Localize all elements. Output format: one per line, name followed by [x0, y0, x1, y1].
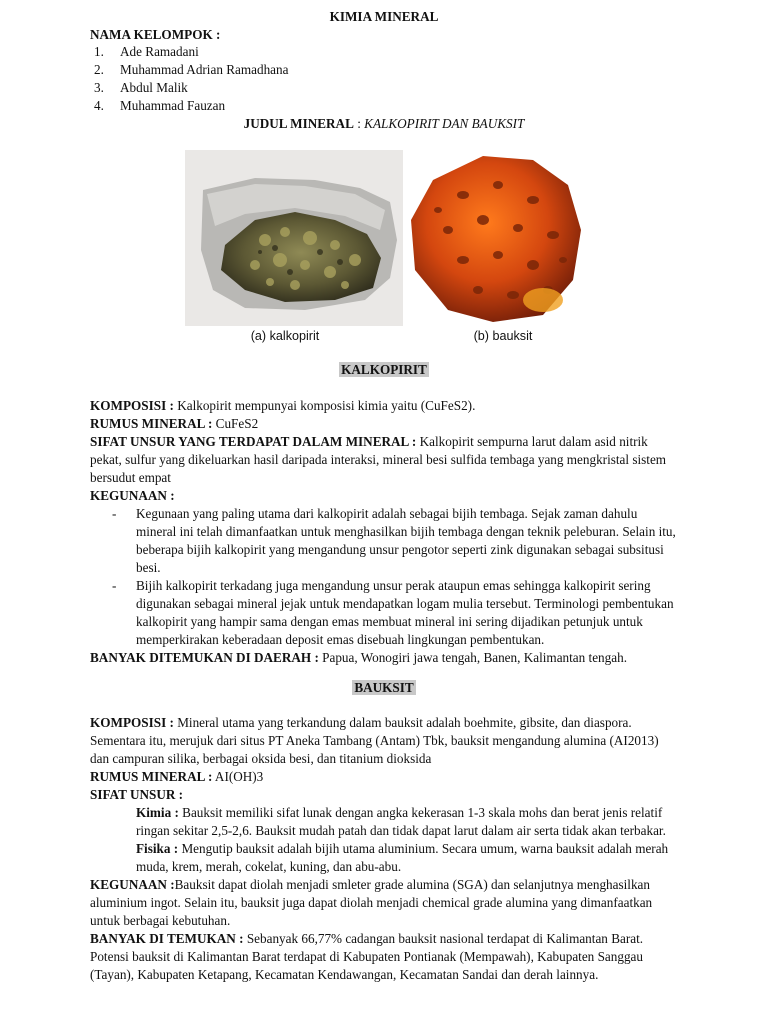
dash-bullet: - — [112, 578, 117, 593]
rumus-label: RUMUS MINERAL : — [90, 769, 213, 784]
mineral-title-value: KALKOPIRIT DAN BAUKSIT — [364, 116, 525, 131]
kegunaan-paragraph — [90, 876, 680, 930]
daerah-text: Papua, Wonogiri jawa tengah, Banen, Kalimantan tengah. — [318, 650, 627, 665]
list-item — [90, 577, 680, 649]
daerah-label: BANYAK DITEMUKAN DI DAERAH : — [90, 650, 319, 665]
kalkopirit-image — [185, 150, 403, 326]
kimia-label: Kimia : — [136, 805, 179, 820]
member-name: Muhammad Adrian Ramadhana — [120, 62, 289, 77]
list-item — [90, 505, 680, 577]
dash-bullet: - — [112, 506, 117, 521]
section-heading-text: KALKOPIRIT — [341, 362, 427, 377]
member-name: Abdul Malik — [120, 80, 188, 95]
section-heading-kalkopirit — [0, 361, 768, 379]
member-number: 3. — [94, 80, 104, 95]
bauksit-image — [403, 150, 585, 326]
kalkopirit-body — [90, 397, 680, 667]
rumus-paragraph — [90, 768, 680, 786]
fisika-paragraph — [90, 840, 680, 876]
rumus-label: RUMUS MINERAL : — [90, 416, 213, 431]
komposisi-text: Kalkopirit mempunyai komposisi kimia yaitu (CuFeS2). — [173, 398, 476, 413]
member-name: Ade Ramadani — [120, 44, 199, 59]
member-number: 1. — [94, 44, 104, 59]
fisika-label: Fisika : — [136, 841, 179, 856]
komposisi-paragraph — [90, 397, 680, 415]
komposisi-label: KOMPOSISI : — [90, 715, 174, 730]
kimia-paragraph — [90, 804, 680, 840]
rumus-paragraph — [90, 415, 680, 433]
mineral-title-sep: : — [353, 116, 365, 131]
fisika-text: Mengutip bauksit adalah bijih utama aluminium. Secara umum, warna bauksit adalah merah muda, krem, merah, cokelat, kuning, dan abu-abu. — [136, 841, 669, 874]
kegunaan-text: Bauksit dapat diolah menjadi smleter grade alumina (SGA) dan selanjutnya menghasilkan aluminium ingot. Selain itu, bauksit juga dapat diolah menjadi chemical grade alumina yang dimanfaatkan untuk berbagai kebutuhan. — [90, 877, 653, 928]
doc-title: KIMIA MINERAL — [329, 9, 439, 24]
kegunaan-item-text: Bijih kalkopirit terkadang juga mengandung unsur perak ataupun emas sehingga kalkopirit sering digunakan sebagai mineral jejak untuk mendapatkan logam mulia tersebut. Terminologi pembentukan kalkopirit yang hampir sama dengan emas membuat mineral ini sering dijadikan petunjuk untuk memperkirakan keberadaan deposit emas disebuah lingkungan pembentukan. — [136, 578, 674, 647]
daerah-label: BANYAK DI TEMUKAN : — [90, 931, 244, 946]
kegunaan-item-text: Kegunaan yang paling utama dari kalkopirit adalah sebagai bijih tembaga. Sejak zaman dahulu mineral ini telah dimanfaatkan untuk menghasilkan bijih tembaga dengan teknik peleburan. Selain itu, beberapa bijih kalkopirit yang mengandung unsur pengotor seperti zink digunakan sebagai subsitusi besi. — [136, 506, 676, 575]
mineral-title — [0, 115, 768, 133]
member-list — [90, 43, 288, 115]
bauksit-body — [90, 714, 680, 984]
caption-b: (b) bauksit — [473, 329, 533, 343]
daerah-paragraph — [90, 930, 680, 984]
list-item — [90, 79, 288, 97]
rumus-text: AI(OH)3 — [212, 769, 264, 784]
sifat-label: SIFAT UNSUR : — [90, 787, 184, 802]
member-name: Muhammad Fauzan — [120, 98, 226, 113]
list-item — [90, 43, 288, 61]
kegunaan-label: KEGUNAAN : — [90, 877, 175, 892]
list-item — [90, 61, 288, 79]
section-heading-text: BAUKSIT — [354, 680, 414, 695]
sifat-heading — [90, 786, 680, 804]
member-number: 2. — [94, 62, 104, 77]
kegunaan-label: KEGUNAAN : — [90, 488, 175, 503]
komposisi-text: Mineral utama yang terkandung dalam bauksit adalah boehmite, gibsite, dan diaspora. Sementara itu, merujuk dari situs PT Aneka Tambang (Antam) Tbk, bauksit mengandung alumina (AI2013) dan campuran silika, berbagai oksida besi, dan titanium dioksida — [90, 715, 659, 766]
section-heading-bauksit — [0, 679, 768, 697]
mineral-title-label: JUDUL MINERAL — [243, 116, 354, 131]
daerah-text: Sebanyak 66,77% cadangan bauksit nasional terdapat di Kalimantan Barat. Potensi bauksit di Kalimantan Barat terdapat di Kabupaten Pontianak (Mempawah), Kabupaten Sanggau (Tayan), Kabupaten Ketapang, Kecamatan Kendawangan, Kecamatan Sandai dan derah lainnya. — [90, 931, 644, 982]
komposisi-label: KOMPOSISI : — [90, 398, 174, 413]
member-number: 4. — [94, 98, 104, 113]
sifat-text: Kalkopirit sempurna larut dalam asid nitrik pekat, sulfur yang dikeluarkan hasil daripada interaksi, mineral besi sulfida tembaga yang mengkristal sistem bersudut empat — [90, 434, 667, 485]
kimia-text: Bauksit memiliki sifat lunak dengan angka kekerasan 1-3 skala mohs dan berat jenis relatif ringan sekitar 2,5-2,6. Bauksit mudah patah dan tidak dapat larut dalam air serta tidak akan terbakar. — [136, 805, 666, 838]
kegunaan-list — [90, 505, 680, 649]
caption-a: (a) kalkopirit — [250, 329, 320, 343]
komposisi-paragraph — [90, 714, 680, 768]
rumus-text: CuFeS2 — [212, 416, 259, 431]
sifat-label: SIFAT UNSUR YANG TERDAPAT DALAM MINERAL : — [90, 434, 417, 449]
kegunaan-heading — [90, 487, 680, 505]
daerah-paragraph — [90, 649, 680, 667]
group-heading: NAMA KELOMPOK : — [90, 27, 221, 42]
sifat-paragraph — [90, 433, 680, 487]
list-item — [90, 97, 288, 115]
